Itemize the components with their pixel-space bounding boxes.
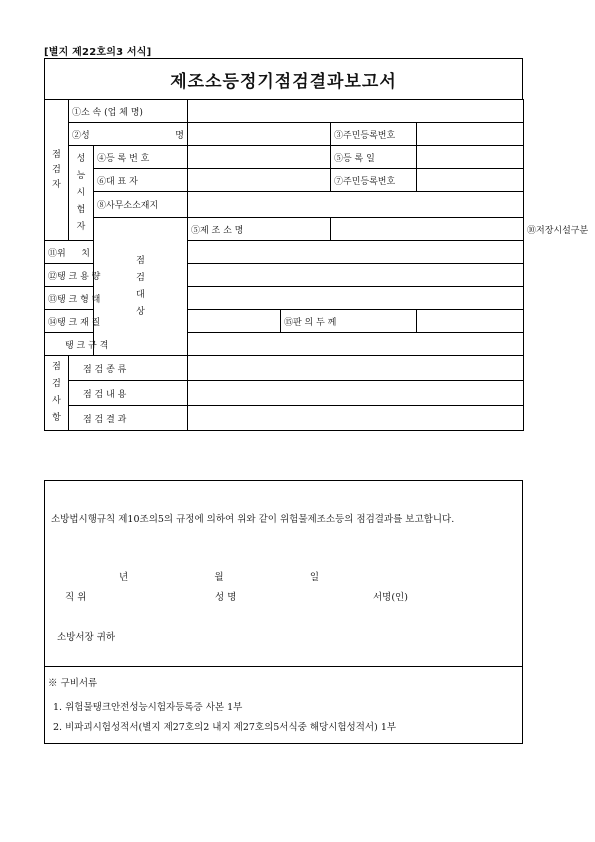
attachments-box (44, 666, 523, 744)
page-title: 제조소등정기점검결과보고서 (170, 71, 397, 92)
day-label: 일 (309, 572, 319, 583)
statement-text: 소방법시행규칙 제10조의5의 규정에 의하여 위와 같이 위험물제조소등의 점검결과를 보고합니다. (51, 514, 455, 525)
attachment-item: 2. 비파괴시험성적서(별지 제27호의2 내지 제27호의5서식중 해당시험성적서) 1부 (53, 722, 397, 733)
label-tank-shape: ⑬탱 크 형 태 (45, 287, 94, 310)
inspection-table: 점검자 ①소 속 (업 체 명) ②성 명 ③주민등록번호 성능시험자 ④등 록 번 호 ⑤등 록 일 ⑥대 표 자 ⑦주민등록번호 ⑧사무소소재지 점검대상 ⑤제 조 소 명 ⑩저장시설구분 ⑪위 치 ⑫탱 크 용 량 ⑬탱 크 형 태 ⑭탱 크 재 질 ⑮판 의 두 께 탱 크 규 격 점검사항 점 검 종 류 점 검 내 용 점 검 결 과 (44, 99, 524, 431)
section-target: 점검대상 (94, 218, 188, 356)
value-tank-material[interactable] (188, 310, 281, 333)
value-representative[interactable] (188, 169, 331, 192)
label-resident-no: ③주민등록번호 (331, 123, 417, 146)
section-inspector: 점검자 (45, 100, 69, 241)
value-tank-shape[interactable] (188, 287, 524, 310)
label-office-addr: ⑧사무소소재지 (94, 192, 188, 218)
label-check-content: 점 검 내 용 (69, 381, 188, 406)
signer-name-label: 성 명 (215, 592, 237, 603)
label-plate-thickness: ⑮판 의 두 께 (281, 310, 417, 333)
label-reg-no: ④등 록 번 호 (94, 146, 188, 169)
value-name[interactable] (188, 123, 331, 146)
label-tank-material: ⑭탱 크 재 질 (45, 310, 94, 333)
value-office-addr[interactable] (188, 192, 524, 218)
label-facility: ⑤제 조 소 명 (188, 218, 331, 241)
report-statement-box (44, 480, 523, 667)
month-label: 월 (214, 572, 224, 583)
label-reg-date: ⑤등 록 일 (331, 146, 417, 169)
date-line (119, 569, 319, 583)
label-name: ②성 명 (69, 123, 188, 146)
value-tank-capacity[interactable] (188, 264, 524, 287)
form-frame (44, 58, 589, 838)
value-company[interactable] (188, 100, 524, 123)
year-label: 년 (119, 572, 129, 583)
value-tank-spec[interactable] (188, 333, 524, 356)
sign-label: 서명(인) (373, 592, 408, 603)
value-check-content[interactable] (188, 381, 524, 406)
attachment-item: 1. 위험물탱크안전성능시험자등록증 사본 1부 (53, 702, 243, 713)
label-company: ①소 속 (업 체 명) (69, 100, 188, 123)
label-tank-capacity: ⑫탱 크 용 량 (45, 264, 94, 287)
label-resident-no2: ⑦주민등록번호 (331, 169, 417, 192)
recipient: 소방서장 귀하 (57, 632, 116, 643)
value-resident-no2[interactable] (417, 169, 524, 192)
value-check-type[interactable] (188, 356, 524, 381)
value-check-result[interactable] (188, 406, 524, 431)
value-reg-date[interactable] (417, 146, 524, 169)
section-items: 점검사항 (45, 356, 69, 431)
label-representative: ⑥대 표 자 (94, 169, 188, 192)
value-plate-thickness[interactable] (417, 310, 524, 333)
label-location: ⑪위 치 (45, 241, 94, 264)
value-resident-no[interactable] (417, 123, 524, 146)
label-check-result: 점 검 결 과 (69, 406, 188, 431)
value-reg-no[interactable] (188, 146, 331, 169)
value-facility[interactable] (331, 218, 524, 241)
title-box (44, 58, 523, 100)
label-tank-spec: 탱 크 규 격 (45, 333, 94, 356)
attachments-header: ※ 구비서류 (48, 678, 98, 689)
value-location[interactable] (188, 241, 524, 264)
section-tester: 성능시험자 (69, 146, 94, 241)
position-label: 직 위 (65, 592, 87, 603)
form-number: [별지 제22호의3 서식] (44, 47, 152, 58)
label-check-type: 점 검 종 류 (69, 356, 188, 381)
